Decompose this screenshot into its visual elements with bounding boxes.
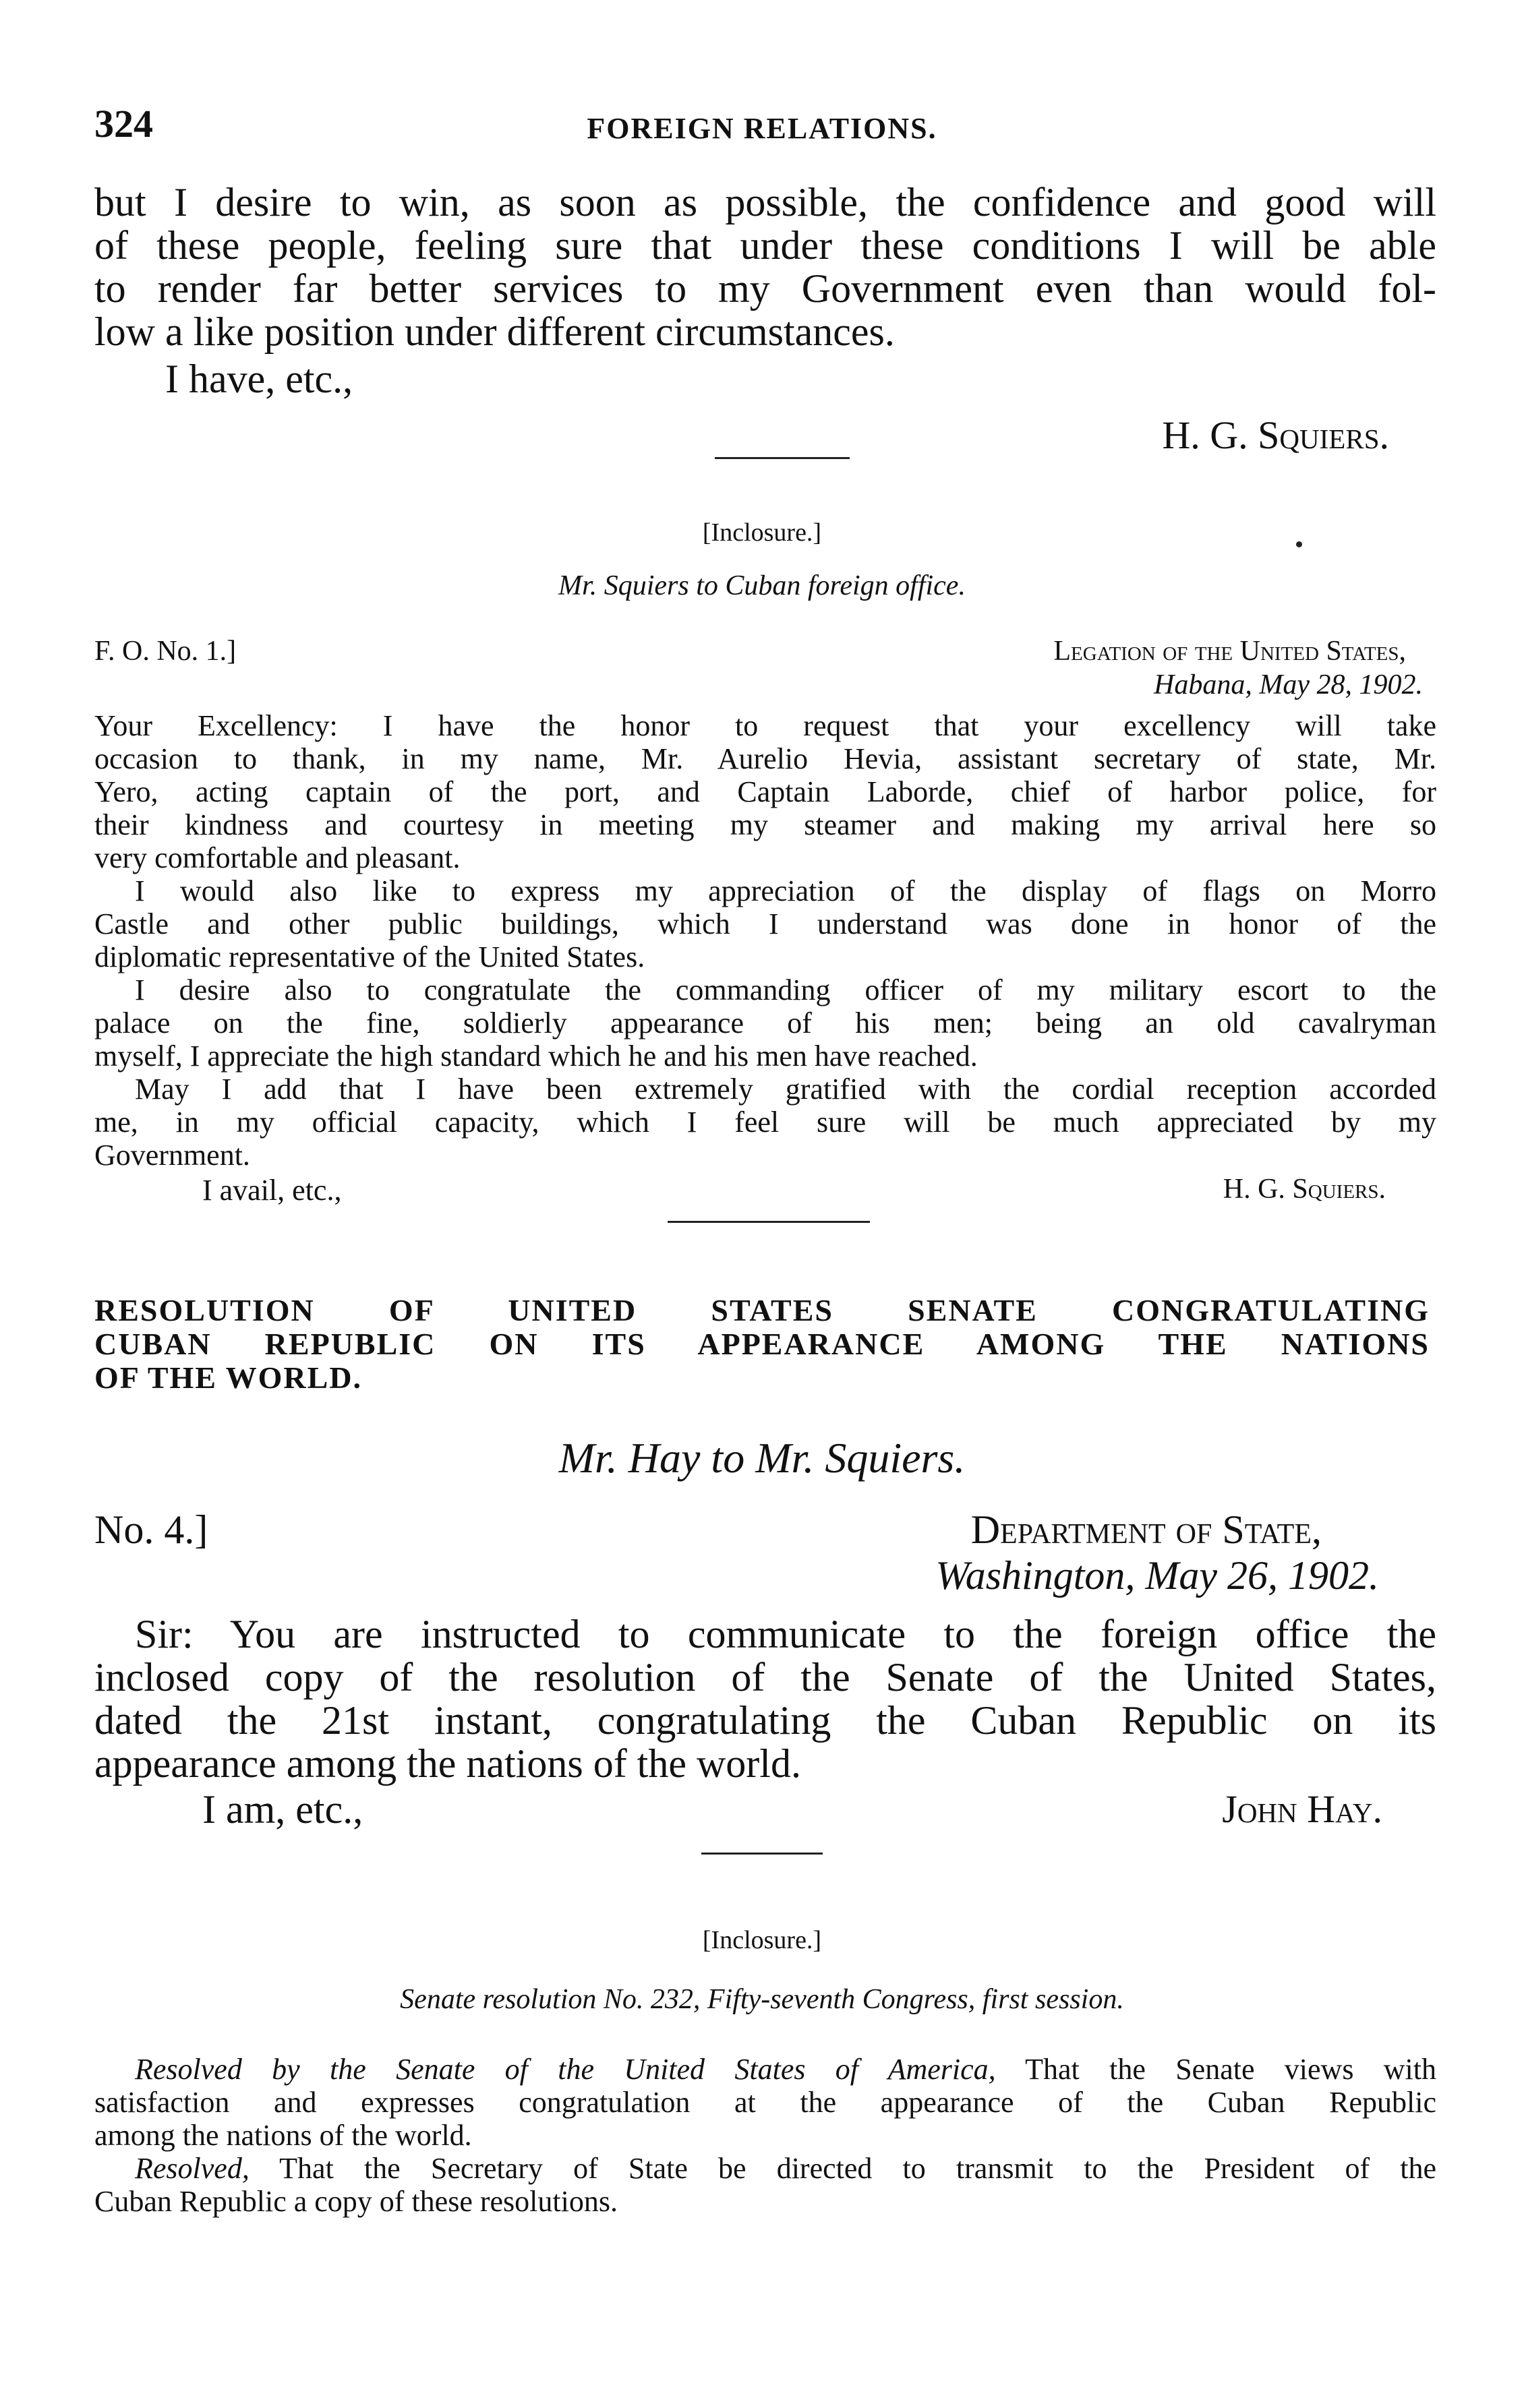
resolved-lead: Resolved, xyxy=(135,2152,250,2185)
letter-line: Yero, acting captain of the port, and Captain Laborde, chief of harbor police, for xyxy=(94,775,1436,808)
letter-body-line: dated the 21st instant, congratulating the Cuban Republic on its xyxy=(94,1698,1436,1743)
letter-closing: I am, etc., xyxy=(202,1787,363,1832)
letter-title: Mr. Hay to Mr. Squiers. xyxy=(558,1434,966,1482)
section-heading-line: CUBAN REPUBLIC ON ITS APPEARANCE AMONG THE NATIONS xyxy=(94,1327,1430,1361)
letter-line: Castle and other public buildings, which I understand was done in honor of the xyxy=(94,907,1436,940)
letter-line: me, in my official capacity, which I feel sure will be much appreciated by my xyxy=(94,1106,1436,1139)
resolution-line: satisfaction and expresses congratulation at the appearance of the Cuban Republic xyxy=(94,2086,1436,2119)
section-heading-line: RESOLUTION OF UNITED STATES SENATE CONGRATULATING xyxy=(94,1293,1430,1327)
letter-reference: No. 4.] xyxy=(94,1507,208,1552)
resolution-line: Resolved, That the Secretary of State be directed to transmit to the President of the xyxy=(135,2152,1436,2185)
resolved-lead: Resolved by the Senate of the United States of America, xyxy=(135,2053,996,2086)
inclosure-label: [Inclosure.] xyxy=(702,518,822,547)
divider-rule xyxy=(715,457,850,459)
letter-line: diplomatic representative of the United States. xyxy=(94,940,645,973)
department-line: Department of State, xyxy=(970,1507,1322,1552)
letter-signature: John Hay. xyxy=(1222,1787,1382,1831)
print-speck xyxy=(1296,541,1302,547)
running-title: FOREIGN RELATIONS. xyxy=(587,112,937,145)
letter-line: their kindness and courtesy in meeting my steamer and making my arrival here so xyxy=(94,808,1436,841)
divider-rule xyxy=(668,1221,870,1223)
opening-closing: I have, etc., xyxy=(165,357,353,401)
inclosure-signature: H. G. Squiers. xyxy=(1223,1174,1386,1205)
inclosure-title: Mr. Squiers to Cuban foreign office. xyxy=(558,570,966,601)
resolution-title: Senate resolution No. 232, Fifty-seventh Congress, first session. xyxy=(400,1984,1124,2015)
letter-line: occasion to thank, in my name, Mr. Aurelio Hevia, assistant secretary of state, Mr. xyxy=(94,742,1436,775)
letter-line: May I add that I have been extremely gratified with the cordial reception accorded xyxy=(135,1073,1436,1106)
letter-line: very comfortable and pleasant. xyxy=(94,841,461,874)
section-heading-line: OF THE WORLD. xyxy=(94,1360,363,1395)
legation-line: Legation of the United States, xyxy=(1053,636,1406,667)
letter-line: I would also like to express my appreciation of the display of flags on Morro xyxy=(135,874,1436,907)
resolution-line: Resolved by the Senate of the United States of America, That the Senate views with xyxy=(135,2053,1436,2086)
resolution-line: Cuban Republic a copy of these resolutions. xyxy=(94,2185,618,2218)
opening-line-4: low a like position under different circumstances. xyxy=(94,309,895,354)
opening-signature: H. G. Squiers. xyxy=(1162,413,1389,457)
letter-body-line: appearance among the nations of the world. xyxy=(94,1741,801,1786)
resolution-line: among the nations of the world. xyxy=(94,2119,472,2152)
letter-line: palace on the fine, soldierly appearance of his men; being an old cavalryman xyxy=(94,1006,1436,1040)
letter-line: Government. xyxy=(94,1139,250,1172)
letter-body-line: Sir: You are instructed to communicate to the foreign office the xyxy=(135,1612,1436,1656)
letter-line: myself, I appreciate the high standard which he and his men have reached. xyxy=(94,1040,978,1073)
letter-date: Habana, May 28, 1902. xyxy=(1154,669,1423,700)
letter-line: I desire also to congratulate the commanding officer of my military escort to the xyxy=(135,973,1436,1006)
letter-line: Your Excellency: I have the honor to request that your excellency will take xyxy=(94,709,1436,742)
reference-number: F. O. No. 1.] xyxy=(94,636,237,667)
letter-body-line: inclosed copy of the resolution of the Senate of the United States, xyxy=(94,1655,1436,1699)
opening-line-3: to render far better services to my Government even than would fol- xyxy=(94,266,1436,311)
opening-line-2: of these people, feeling sure that under these conditions I will be able xyxy=(94,223,1436,268)
divider-rule xyxy=(701,1853,823,1855)
inclosure-closing: I avail, etc., xyxy=(202,1174,342,1207)
letter-date: Washington, May 26, 1902. xyxy=(935,1553,1379,1598)
inclosure-label: [Inclosure.] xyxy=(702,1926,822,1954)
page-number: 324 xyxy=(94,102,153,146)
opening-line-1: but I desire to win, as soon as possible, the confidence and good will xyxy=(94,180,1436,224)
